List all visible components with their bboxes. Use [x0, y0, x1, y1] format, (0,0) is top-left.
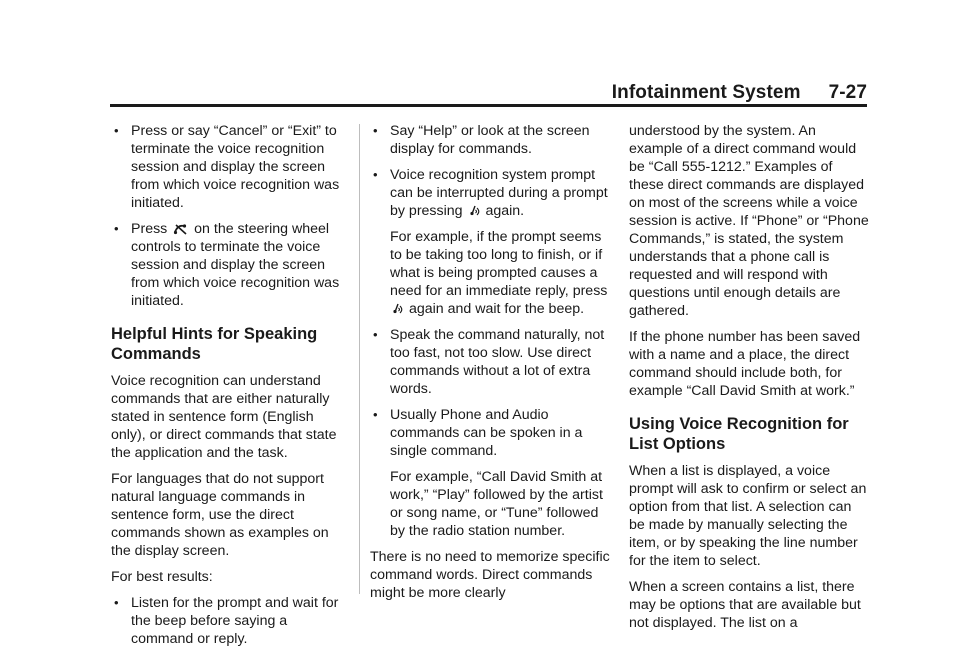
voice-talk-icon [392, 302, 403, 315]
page-number: 7-27 [828, 82, 867, 103]
list-item: • Press or say “Cancel” or “Exit” to terminate the voice recognition session and display the screen from which voice recognition was initiated. [114, 123, 340, 211]
list-item: • Usually Phone and Audio commands can be spoken in a single command. [373, 407, 583, 459]
bullet-icon: • [114, 595, 119, 610]
column-2 [370, 122, 610, 610]
column-divider [359, 124, 360, 594]
bullet-icon: • [373, 327, 378, 342]
paragraph: When a list is displayed, a voice prompt will ask to confirm or select an option from that list. A selection can be made by manually selecting the item, or by speaking the line number for the item to select. [629, 463, 867, 569]
paragraph: For best results: [111, 569, 213, 585]
section-heading: Helpful Hints for Speaking Commands [111, 325, 318, 363]
list-item: • Speak the command naturally, not too fast, not too slow. Use direct commands without a lot of extra words. [373, 327, 605, 397]
bullet-icon: • [373, 407, 378, 422]
voice-talk-icon [469, 204, 480, 217]
bullet-icon: • [373, 167, 378, 182]
header-rule [110, 104, 867, 107]
list-item: • Say “Help” or look at the screen display for commands. [373, 123, 590, 157]
list-item: • Press on the steering wheel controls to terminate the voice session and display the screen from which voice recognition was initiated. [114, 221, 340, 309]
column-1 [111, 122, 351, 656]
paragraph: If the phone number has been saved with a name and a place, the direct command should include both, for example “Call David Smith at work.” [629, 329, 861, 399]
running-header [612, 82, 867, 104]
bullet-icon: • [373, 123, 378, 138]
end-call-icon [173, 223, 188, 235]
section-title: Infotainment System [611, 82, 801, 103]
paragraph: There is no need to memorize specific command words. Direct commands might be more clearly [370, 549, 610, 601]
list-item: • Listen for the prompt and wait for the beep before saying a command or reply. [114, 595, 339, 647]
bullet-icon: • [114, 221, 119, 236]
section-heading: Using Voice Recognition for List Options [629, 415, 849, 453]
paragraph: When a screen contains a list, there may be options that are available but not displayed. The list on a [629, 579, 861, 631]
page-header [110, 82, 867, 104]
list-item: • Voice recognition system prompt can be interrupted during a prompt by pressing again. [373, 167, 608, 219]
paragraph: understood by the system. An example of a direct command would be “Call 555-1212.” Examples of these direct commands are displayed on most of the screens while a voice session is active. If “Phone” or “Phone Commands,” is stated, the system understands that a phone call is requested and will respond with questions until enough details are gathered. [629, 123, 869, 319]
paragraph: Voice recognition can understand commands that are either naturally stated in sentence form (English only), or direct commands that state the application and the task. [111, 373, 337, 461]
paragraph: For languages that do not support natural language commands in sentence form, use the direct commands shown as examples on the display screen. [111, 471, 329, 559]
column-3 [629, 122, 869, 640]
paragraph: For example, if the prompt seems to be taking too long to finish, or if what is being prompted causes a need for an immediate reply, press again and wait for the beep. [390, 229, 608, 317]
paragraph: For example, “Call David Smith at work,” “Play” followed by the artist or song name, or “Tune” followed by the radio station number. [390, 469, 603, 539]
bullet-icon: • [114, 123, 119, 138]
